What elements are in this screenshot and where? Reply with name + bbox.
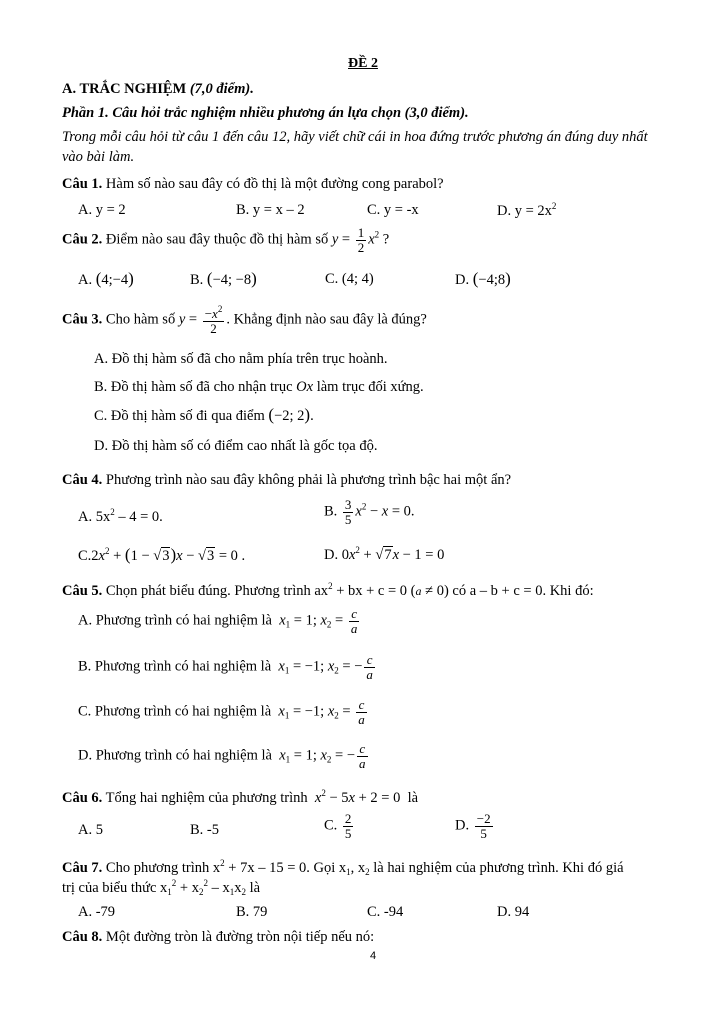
question-8: Câu 8. Một đường tròn là đường tròn nội tiếp nếu nó: [62,929,375,945]
section-a-heading: A. TRẮC NGHIỆM (7,0 điểm). [62,81,254,97]
q7-option-d[interactable]: D. 94 [497,904,530,920]
q1-option-c[interactable]: C. y = -x [367,202,419,218]
question-5: Câu 5. Chọn phát biểu đúng. Phương trình $ax^2$ + bx + c = 0 (a ≠ 0) có a – b + c = 0. Khi đó: [62,581,594,599]
q4-option-d[interactable]: D. $0x^2 + √7x - 1 = 0$ [324,545,445,563]
q1-option-b[interactable]: B. y = x – 2 [236,202,305,218]
q3-option-b[interactable]: B. Đồ thị hàm số đã cho nhận trục Ox làm trục đối xứng. [94,379,424,395]
q7-option-b[interactable]: B. 79 [236,904,268,920]
question-7: Câu 7. Cho phương trình $x^2 + 7x - 15 = 0$. Gọi $x_1$, $x_2$ là hai nghiệm của phương trình. Khi đó giá [62,858,624,877]
q6-option-a[interactable]: A. 5 [78,822,103,838]
q5-option-b[interactable]: B. Phương trình có hai nghiệm là $x_1 = -1$; $x_2$ = − $\frac{c}{a}$ [78,652,373,682]
q2-option-b[interactable]: B. (−4; −8) [190,269,257,288]
q4-option-b[interactable]: B. $\frac{3}{5}$ $x^2 - x = 0$. [324,497,415,527]
q5-option-a[interactable]: A. Phương trình có hai nghiệm là $x_1 = 1$; $x_2$ = $\frac{c}{a}$ [78,606,358,636]
q3-option-d[interactable]: D. Đồ thị hàm số có điểm cao nhất là gốc tọa độ. [94,438,378,454]
q6-option-c[interactable]: C. $\frac{2}{5}$ [324,811,352,841]
q4-option-c[interactable]: $C.2x^2 + (1 - √3)x - √3 = 0$ . [78,545,246,564]
q6-option-b[interactable]: B. -5 [190,822,219,838]
question-4: Câu 4. Phương trình nào sau đây không phải là phương trình bậc hai một ẩn? [62,472,512,488]
q3-option-a[interactable]: A. Đồ thị hàm số đã cho nằm phía trên trục hoành. [94,351,388,367]
question-7-cont: trị của biểu thức $x_1^2 + x_2^2 - x_1x_2$ là [62,878,261,897]
question-1: Câu 1. Hàm số nào sau đây có đồ thị là một đường cong parabol? [62,176,444,192]
part1-heading: Phần 1. Câu hỏi trắc nghiệm nhiều phương án lựa chọn (3,0 điểm). [62,105,469,121]
q1-option-d[interactable]: D. $y = 2x^2$ [497,201,557,219]
q5-option-c[interactable]: C. Phương trình có hai nghiệm là $x_1 = -1$; $x_2$ = $\frac{c}{a}$ [78,697,365,727]
q7-option-a[interactable]: A. -79 [78,904,116,920]
instruction-cont: vào bài làm. [62,149,135,165]
instruction: Trong mỗi câu hỏi từ câu 1 đến câu 12, hãy viết chữ cái in hoa đứng trước phương án đúng duy nhất [62,129,648,145]
q4-option-a[interactable]: A. $5x^2 - 4 = 0$. [78,507,163,525]
q3-option-c[interactable]: C. Đồ thị hàm số đi qua điểm (−2; 2). [94,405,314,424]
q2-option-a[interactable]: A. (4;−4) [78,269,134,288]
question-2: Câu 2. Điểm nào sau đây thuộc đồ thị hàm số y = $\frac{1}{2}$ $x^2$ ? [62,225,390,255]
question-3: Câu 3. Cho hàm số y = $\frac{-x^2}{2}$ . Khẳng định nào sau đây là đúng? [62,304,427,336]
q5-option-d[interactable]: D. Phương trình có hai nghiệm là $x_1 = 1$; $x_2$ = − $\frac{c}{a}$ [78,741,366,771]
q2-option-d[interactable]: D. (−4;8) [455,269,511,288]
page-number: 4 [370,950,377,962]
q1-option-a[interactable]: A. y = 2 [78,202,126,218]
q6-option-d[interactable]: D. $\frac{-2}{5}$ [455,811,491,841]
question-6: Câu 6. Tổng hai nghiệm của phương trình $x^2 - 5x + 2 = 0$ là [62,788,419,806]
q7-option-c[interactable]: C. -94 [367,904,404,920]
q2-option-c[interactable]: C. (4; 4) [325,271,374,287]
exam-title: ĐỀ 2 [348,56,378,71]
